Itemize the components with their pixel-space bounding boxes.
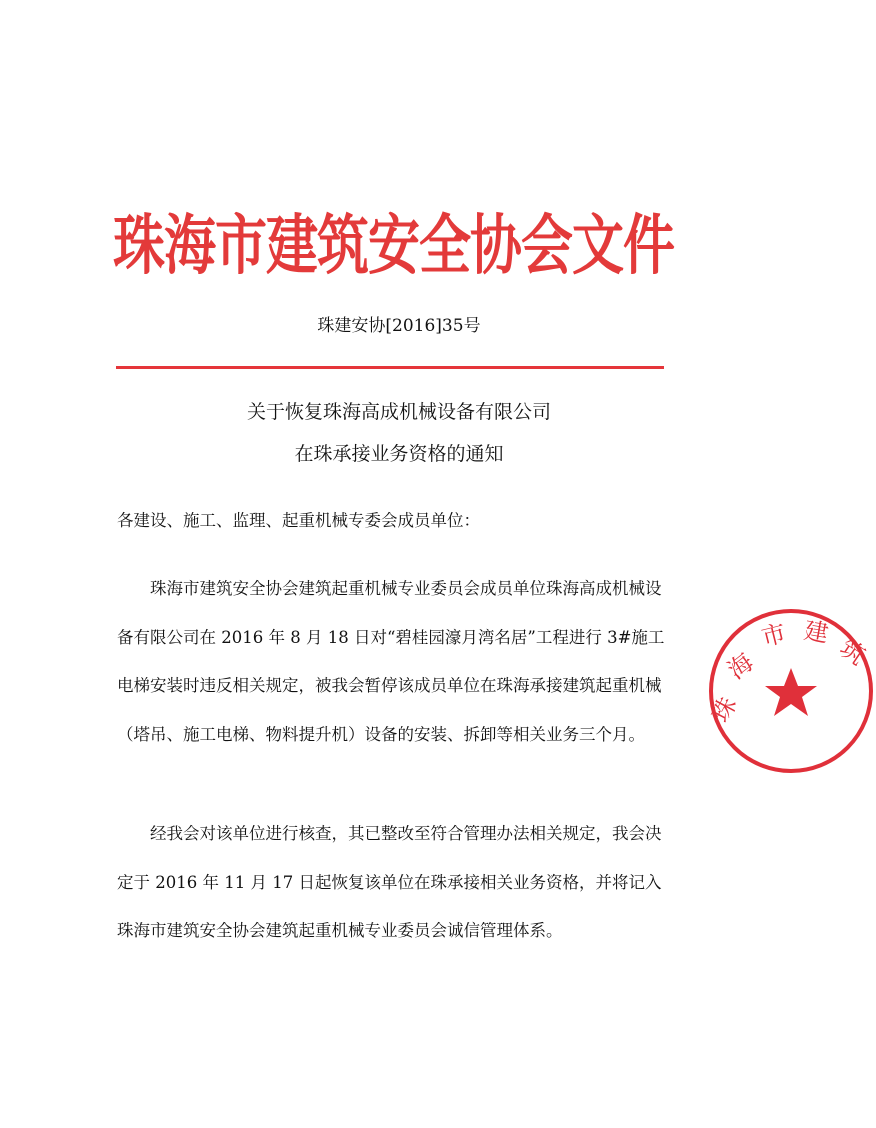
seal-char: 市 xyxy=(758,618,789,652)
seal-char: 建 xyxy=(801,616,831,649)
notice-title-line-1: 关于恢复珠海高成机械设备有限公司 xyxy=(246,401,551,423)
seal-char: 珠 xyxy=(706,692,743,727)
seal-char: 海 xyxy=(722,647,759,685)
star-icon xyxy=(765,668,817,716)
red-divider xyxy=(116,366,664,369)
document-number: 珠建安协[2016]35号 xyxy=(317,316,481,336)
salutation: 各建设、施工、监理、起重机械专委会成员单位： xyxy=(117,511,480,530)
issuer-heading: 珠海市建筑安全协会文件 xyxy=(113,207,675,284)
body-paragraph-1: 珠海市建筑安全协会建筑起重机械专业委员会成员单位珠海高成机械设备有限公司在 2016 年 8 月 18 日对“碧桂园濠月湾名居”工程进行 3#施工电梯安装时违反相关规定，被我会暂停该成员单位在珠海承接建筑起重机械（塔吊、施工电梯、物料提升机）设备的安装、拆卸等相关业务三个月。 xyxy=(117,579,665,744)
body-paragraph-2: 经我会对该单位进行核查，其已整改至符合管理办法相关规定，我会决定于 2016 年 11 月 17 日起恢复该单位在珠承接相关业务资格，并将记入珠海市建筑安全协会建筑起重机械专业委员会诚信管理体系。 xyxy=(117,824,662,940)
notice-title-line-2: 在珠承接业务资格的通知 xyxy=(294,443,504,465)
seal-char: 筑 xyxy=(834,633,871,671)
official-seal xyxy=(706,606,876,776)
